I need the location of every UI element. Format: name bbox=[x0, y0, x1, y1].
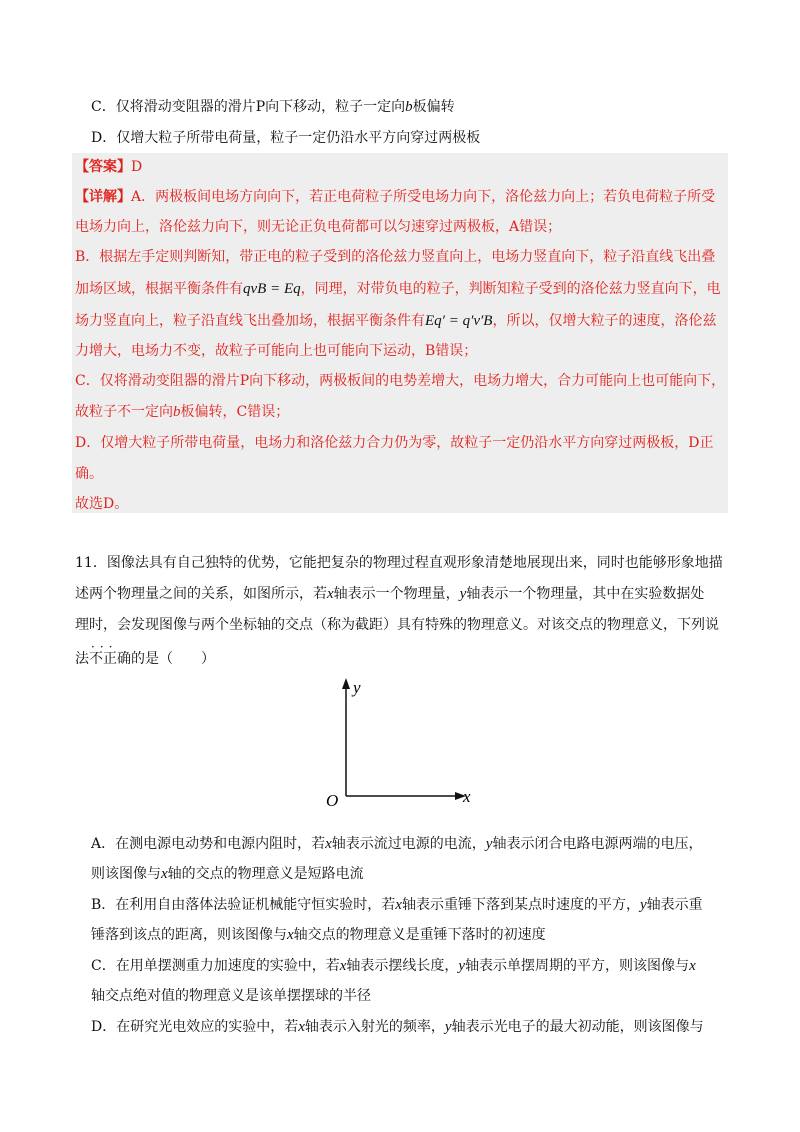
detail-d-line1: D．仅增大粒子所带电荷量，电场力和洛伦兹力合力仍为零，故粒子一定仍沿水平方向穿过两极板，D正 bbox=[75, 435, 714, 451]
var-x: x bbox=[327, 586, 334, 602]
opt-d1-post: 轴表示光电子的最大初动能，则该图像与 bbox=[451, 1019, 704, 1035]
emphasis-dots: ··· bbox=[91, 640, 118, 654]
answer-box bbox=[72, 153, 728, 513]
detail-b3-post: ，所以，仅增大粒子的速度，洛伦兹 bbox=[492, 313, 717, 329]
opt-d1-mid: 轴表示入射光的频率， bbox=[304, 1019, 445, 1035]
detail-b-line2 bbox=[75, 279, 721, 299]
q11-line3: 理时，会发现图像与两个坐标轴的交点（称为截距）具有特殊的物理意义。对该交点的物理意义，下列说 bbox=[75, 617, 719, 633]
option-b-line2 bbox=[91, 925, 546, 945]
option-c-top bbox=[91, 97, 455, 117]
var-x: x bbox=[161, 866, 168, 882]
detail-final: 故选D。 bbox=[75, 496, 129, 512]
detail-b-line3 bbox=[75, 311, 716, 331]
option-a-line2 bbox=[91, 864, 364, 884]
opt-a1-pre: A．在测电源电动势和电源内阻时，若 bbox=[91, 836, 326, 852]
var-y: y bbox=[458, 958, 466, 974]
option-c-tail: 板偏转 bbox=[412, 99, 455, 115]
opt-a2-pre: 则该图像与 bbox=[91, 866, 161, 882]
detail-b2-post: ，同理，对带负电的粒子，判断知粒子受到的洛伦兹力竖直向下，电 bbox=[300, 281, 721, 297]
answer-label: 【答案】 bbox=[75, 159, 131, 175]
var-x: x bbox=[395, 897, 402, 913]
var-x: x bbox=[287, 927, 294, 943]
option-c-line1 bbox=[91, 956, 696, 976]
detail-c2-post: 板偏转，C错误； bbox=[180, 404, 290, 420]
q11-line1: 11．图像法具有自己独特的优势，它能把复杂的物理过程直观形象清楚地展现出来，同时也能够形象地描 bbox=[75, 555, 723, 571]
option-c-line2: 轴交点绝对值的物理意义是该单摆摆球的半径 bbox=[91, 988, 371, 1004]
origin-label: O bbox=[326, 791, 339, 810]
answer-line bbox=[75, 157, 142, 177]
opt-c1-mid: 轴表示摆线长度， bbox=[346, 958, 459, 974]
opt-d1-pre: D．在研究光电效应的实验中，若 bbox=[91, 1019, 299, 1035]
var-y: y bbox=[459, 586, 467, 602]
opt-b1-post: 轴表示重 bbox=[646, 897, 703, 913]
option-c-text: C．仅将滑动变阻器的滑片P向下移动，粒子一定向 bbox=[91, 99, 406, 115]
detail-a-line2: 电场力向上，洛伦兹力向下，则无论正负电荷都可以匀速穿过两极板，A错误； bbox=[75, 219, 562, 235]
q11-l2-mid: 轴表示一个物理量， bbox=[333, 586, 460, 602]
var-x: x bbox=[689, 958, 696, 974]
var-x: x bbox=[298, 1019, 305, 1035]
detail-b-line4: 力增大，电场力不变，故粒子可能向上也可能向下运动，B错误； bbox=[75, 343, 478, 359]
var-b: b bbox=[173, 404, 181, 420]
opt-b1-pre: B．在利用自由落体法验证机械能守恒实验时，若 bbox=[91, 897, 396, 913]
detail-a1: A．两极板间电场方向向下，若正电荷粒子所受电场力向下，洛伦兹力向上；若负电荷粒子所受 bbox=[131, 189, 716, 205]
axis-graph bbox=[320, 676, 480, 816]
var-x: x bbox=[339, 958, 347, 974]
var-b: b bbox=[405, 99, 413, 115]
var-y: y bbox=[444, 1019, 452, 1035]
detail-d-line2: 确。 bbox=[75, 466, 103, 482]
x-axis-label: x bbox=[463, 787, 471, 806]
opt-b2-post: 轴交点的物理意义是重锤下落时的初速度 bbox=[293, 927, 546, 943]
detail-b-line1: B．根据左手定则判断知，带正电的粒子受到的洛伦兹力竖直向上，电场力竖直向下，粒子沿直线飞出叠 bbox=[75, 249, 716, 265]
opt-b1-mid: 轴表示重锤下落到某点时速度的平方， bbox=[401, 897, 640, 913]
q11-l2-pre: 述两个物理量之间的关系，如图所示，若 bbox=[75, 586, 327, 602]
q11-line4: 法不正确的是（ ） bbox=[75, 651, 215, 667]
formula-eq-qvb: Eq′ = q′v′B bbox=[425, 313, 493, 329]
opt-a2-post: 轴的交点的物理意义是短路电流 bbox=[167, 866, 364, 882]
var-y: y bbox=[485, 836, 493, 852]
detail-c2-pre: 故粒子不一定向 bbox=[75, 404, 173, 420]
q11-line2 bbox=[75, 584, 704, 604]
q11-l2-post: 轴表示一个物理量，其中在实验数据处 bbox=[466, 586, 705, 602]
opt-a1-mid: 轴表示流过电源的电流， bbox=[331, 836, 486, 852]
opt-c1-post: 轴表示单摆周期的平方，则该图像与 bbox=[465, 958, 690, 974]
y-axis-arrow bbox=[342, 678, 350, 689]
var-x: x bbox=[325, 836, 332, 852]
detail-b3-pre: 场力竖直向上，粒子沿直线飞出叠加场，根据平衡条件有 bbox=[75, 313, 425, 329]
option-d-top: D．仅增大粒子所带电荷量，粒子一定仍沿水平方向穿过两极板 bbox=[91, 130, 481, 146]
option-a-line1 bbox=[91, 834, 702, 854]
y-axis-label: y bbox=[353, 678, 361, 697]
detail-label: 【详解】 bbox=[75, 189, 131, 205]
detail-c-line2 bbox=[75, 402, 289, 422]
var-y: y bbox=[639, 897, 647, 913]
formula-qvb-eq: qvB = Eq bbox=[243, 281, 301, 297]
option-d-line1 bbox=[91, 1017, 704, 1037]
answer-value: D bbox=[131, 159, 143, 175]
opt-c1-pre: C．在用单摆测重力加速度的实验中，若 bbox=[91, 958, 340, 974]
detail-c-line1: C．仅将滑动变阻器的滑片P向下移动，两极板间的电势差增大，电场力增大，合力可能向上也可能向下， bbox=[75, 373, 726, 389]
detail-a-line1 bbox=[75, 187, 715, 207]
option-b-line1 bbox=[91, 895, 703, 915]
opt-b2-pre: 锤落到该点的距离，则该图像与 bbox=[91, 927, 287, 943]
detail-b2-pre: 加场区域，根据平衡条件有 bbox=[75, 281, 243, 297]
opt-a1-post: 轴表示闭合电路电源两端的电压， bbox=[492, 836, 703, 852]
